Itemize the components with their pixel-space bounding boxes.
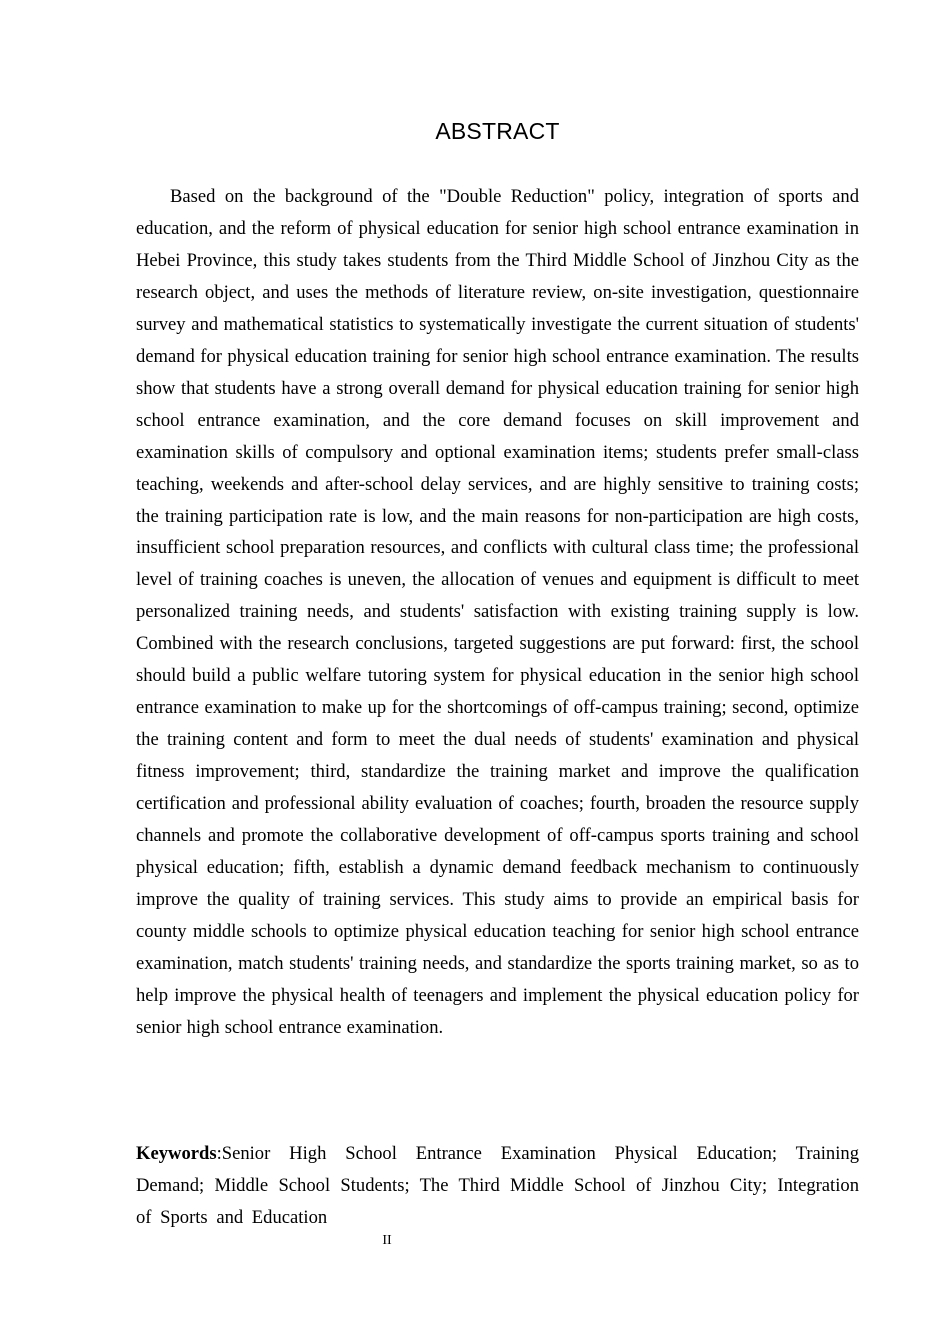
abstract-body: Based on the background of the "Double Reduction" policy, integration of sports and education, and the reform of physical education for senior high school entrance examination in Hebei Province, this study takes students from the Third Middle School of Jinzhou City as the research object, and uses the methods of literature review, on-site investigation, questionnaire survey and mathematical statistics to systematically investigate the current situation of students' demand for physical education training for senior high school entrance examination. The results show that students have a strong overall demand for physical education training for senior high school entrance examination, and the core demand focuses on skill improvement and examination skills of compulsory and optional examination items; students prefer small-class teaching, weekends and after-school delay services, and are highly sensitive to training costs; the training participation rate is low, and the main reasons for non-participation are high costs, insufficient school preparation resources, and conflicts with cultural class time; the professional level of training coaches is uneven, the allocation of venues and equipment is difficult to meet personalized training needs, and students' satisfaction with existing training supply is low. Combined with the research conclusions, targeted suggestions are put forward: first, the school should build a public welfare tutoring system for physical education in the senior high school entrance examination to make up for the shortcomings of off-campus training; second, optimize the training content and form to meet the dual needs of students' examination and physical fitness improvement; third, standardize the training market and improve the qualification certification and professional ability evaluation of coaches; fourth, broaden the resource supply channels and promote the collaborative development of off-campus sports training and school physical education; fifth, establish a dynamic demand feedback mechanism to continuously improve the quality of training services. This study aims to provide an empirical basis for county middle schools to optimize physical education teaching for senior high school entrance examination, match students' training needs, and standardize the sports training market, so as to help improve the physical health of teenagers and implement the physical education policy for senior high school entrance examination.: [136, 186, 859, 1038]
keywords-text: :Senior High School Entrance Examination Physical Education; Training Demand; Middle School Students; The Third Middle School of Jinzhou City; Integration of Sports and Education: [136, 1143, 859, 1228]
keywords-label: Keywords: [136, 1143, 217, 1164]
abstract-title: ABSTRACT: [435, 118, 560, 144]
page-number: II: [382, 1233, 392, 1248]
keywords-paragraph: [136, 1138, 859, 1234]
